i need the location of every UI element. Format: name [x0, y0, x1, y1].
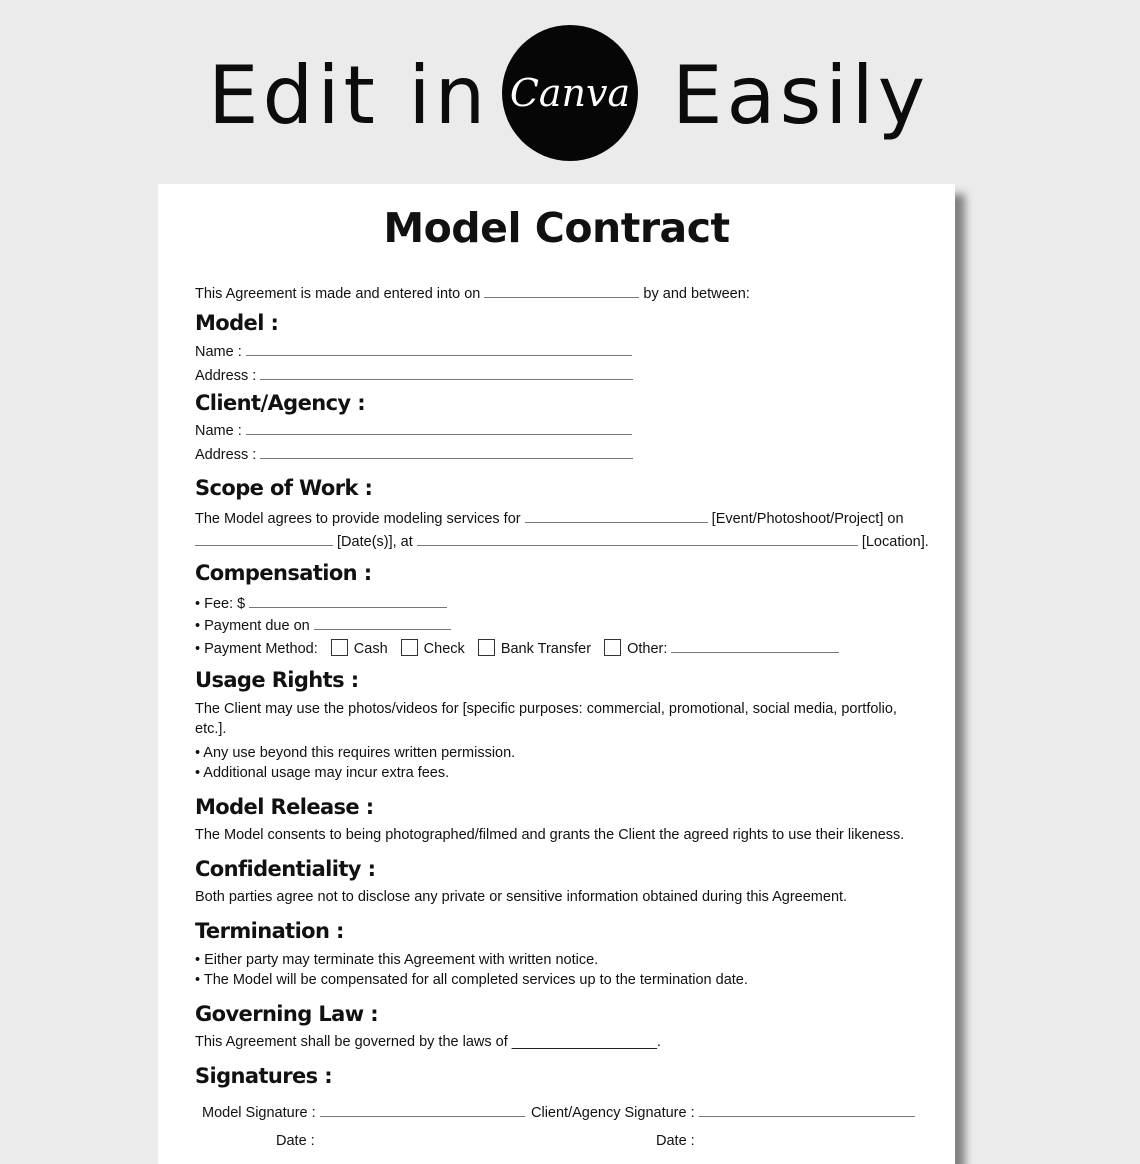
dates-field[interactable] [195, 531, 333, 546]
usage-line-1: The Client may use the photos/videos for [specific purposes: commercial, promotional, social media, portfolio, [195, 701, 897, 717]
other-method-field[interactable] [671, 638, 839, 653]
check-checkbox[interactable] [401, 639, 418, 656]
payment-due-field[interactable] [314, 615, 451, 630]
payment-due-label: • Payment due on [195, 618, 310, 634]
compensation-heading: Compensation : [195, 561, 372, 585]
scope-text-after: [Event/Photoshoot/Project] on [711, 511, 904, 527]
check-label: Check [423, 641, 465, 657]
location-field[interactable] [417, 531, 858, 546]
client-name-label: Name : [195, 423, 242, 439]
usage-heading: Usage Rights : [195, 668, 359, 692]
client-signature-field[interactable] [699, 1102, 915, 1117]
fee-label: • Fee: $ [195, 596, 246, 612]
model-signature-field[interactable] [320, 1102, 525, 1117]
law-heading: Governing Law : [195, 1002, 379, 1026]
model-heading: Model : [195, 311, 279, 335]
client-heading: Client/Agency : [195, 391, 366, 415]
client-signature-label: Client/Agency Signature : [531, 1105, 695, 1121]
bank-transfer-checkbox[interactable] [478, 639, 495, 656]
confidentiality-text: Both parties agree not to disclose any private or sensitive information obtained during this Agreement. [195, 889, 848, 905]
model-name-row [195, 341, 632, 360]
agreement-date-field[interactable] [484, 283, 639, 298]
intro-text-after: by and between: [643, 286, 750, 302]
intro-line [195, 283, 750, 302]
usage-bullet-2: • Additional usage may incur extra fees. [195, 765, 450, 781]
bank-transfer-label: Bank Transfer [500, 641, 592, 657]
scope-location-text: [Location]. [861, 534, 929, 550]
model-name-field[interactable] [246, 341, 632, 356]
other-label: Other: [627, 641, 668, 657]
scope-line-1 [195, 508, 904, 527]
client-name-field[interactable] [246, 420, 632, 435]
termination-bullet-2: • The Model will be compensated for all completed services up to the termination date. [195, 972, 748, 988]
scope-line-2 [195, 531, 929, 550]
scope-text-before: The Model agrees to provide modeling services for [195, 511, 521, 527]
usage-line-2: etc.]. [195, 721, 227, 737]
scope-date-text: [Date(s)], at [337, 534, 413, 550]
model-signature-label: Model Signature : [202, 1105, 316, 1121]
other-checkbox[interactable] [604, 639, 621, 656]
release-heading: Model Release : [195, 795, 374, 819]
client-address-row [195, 444, 633, 463]
client-address-label: Address : [195, 447, 257, 463]
document-title: Model Contract [383, 204, 730, 252]
model-address-label: Address : [195, 368, 257, 384]
contract-content [158, 0, 955, 1149]
law-text: This Agreement shall be governed by the laws of __________________. [195, 1034, 661, 1050]
intro-text-before: This Agreement is made and entered into on [195, 286, 481, 302]
model-address-field[interactable] [260, 365, 633, 380]
model-address-row [195, 365, 633, 384]
model-signature-row [202, 1102, 525, 1121]
model-name-label: Name : [195, 344, 242, 360]
client-signature-row [531, 1102, 915, 1121]
confidentiality-heading: Confidentiality : [195, 857, 376, 881]
client-address-field[interactable] [260, 444, 633, 459]
payment-due-row [195, 615, 451, 634]
payment-method-label: • Payment Method: [195, 641, 318, 657]
scope-heading: Scope of Work : [195, 476, 373, 500]
event-field[interactable] [525, 508, 708, 523]
fee-row [195, 593, 447, 612]
usage-bullet-1: • Any use beyond this requires written permission. [195, 745, 516, 761]
banner-left-text: Edit in [208, 49, 490, 142]
termination-bullet-1: • Either party may terminate this Agreement with written notice. [195, 952, 599, 968]
model-date-label: Date : [276, 1133, 315, 1149]
release-text: The Model consents to being photographed/filmed and grants the Client the agreed rights to use their likeness. [195, 827, 905, 843]
cash-checkbox[interactable] [331, 639, 348, 656]
signatures-heading: Signatures : [195, 1064, 333, 1088]
client-date-label: Date : [656, 1133, 695, 1149]
canva-logo-text: Canva [509, 71, 631, 115]
banner-right-text: Easily [672, 49, 930, 142]
payment-method-row [195, 638, 839, 657]
client-name-row [195, 420, 632, 439]
termination-heading: Termination : [195, 919, 344, 943]
fee-field[interactable] [249, 593, 447, 608]
cash-label: Cash [353, 641, 388, 657]
